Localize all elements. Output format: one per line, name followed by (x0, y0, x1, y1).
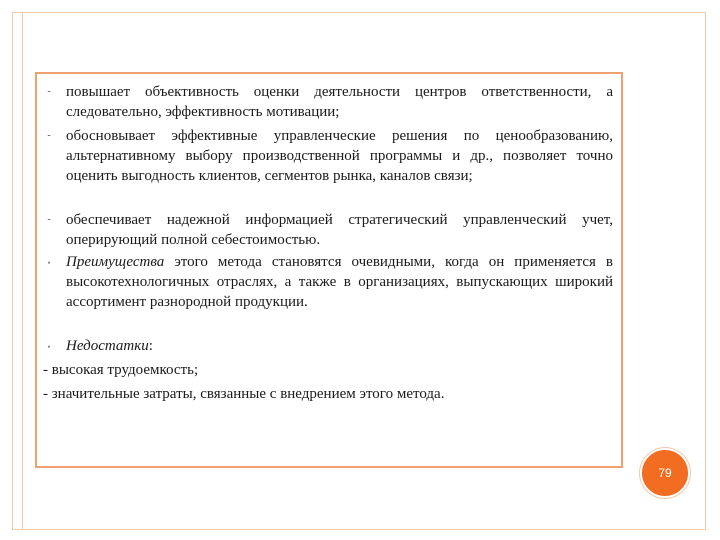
dash-marker: - (47, 214, 51, 225)
advantages-heading: Преимущества (66, 254, 165, 270)
disadvantage-line: - высокая трудоемкость; (43, 362, 199, 378)
slide-left-rule (22, 12, 23, 530)
advantages-text: этого метода становятся очевидными, когда он применяется в высокотехнологичных отраслях, а также в организациях, выпускающих широкий ассортимент разнородной продукции. (66, 254, 613, 310)
bullet-marker: • (47, 342, 51, 352)
disadvantage-line: - значительные затраты, связанные с внедрением этого метода. (43, 386, 445, 402)
list-item-text (66, 336, 613, 356)
content-box (35, 72, 623, 468)
list-item-text: повышает объективность оценки деятельности центров ответственности, а следовательно, эффективность мотивации; (66, 84, 613, 120)
bullet-marker: • (47, 258, 51, 268)
list-item-text (66, 252, 613, 312)
disadvantages-heading: Недостатки (66, 338, 149, 354)
disadvantages-colon: : (148, 338, 153, 354)
page-number-badge: 79 (640, 448, 690, 498)
list-item-text: обосновывает эффективные управленческие решения по ценообразованию, альтернативному выбору производственной программы и др., позволяет точно оценить выгодность клиентов, сегментов рынка, каналов связи; (66, 128, 613, 184)
dash-marker: - (47, 130, 51, 141)
list-item-text: обеспечивает надежной информацией стратегический управленческий учет, оперирующий полной себестоимостью. (66, 212, 613, 248)
dash-marker: - (47, 86, 51, 97)
